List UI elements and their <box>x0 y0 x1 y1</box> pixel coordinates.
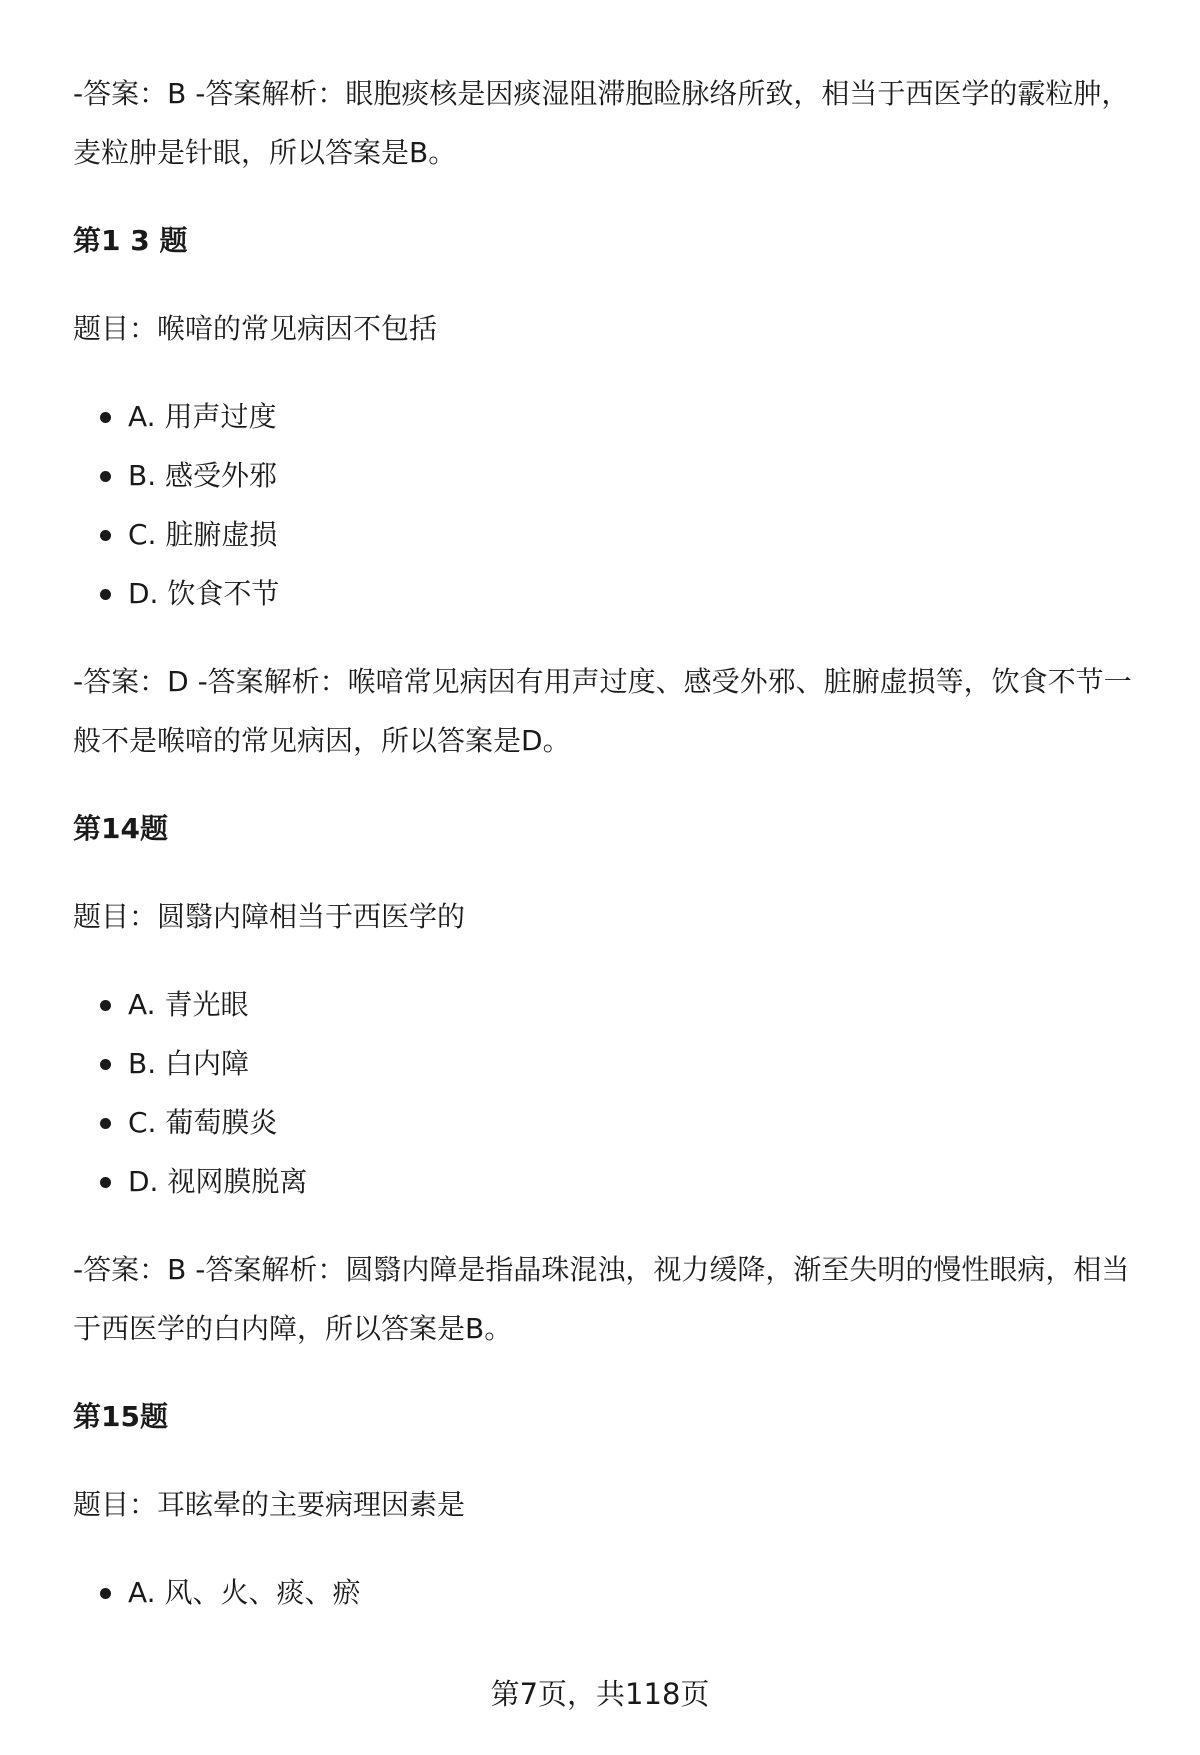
option-list <box>73 975 1153 1211</box>
bullet-icon <box>100 1588 111 1599</box>
question-heading: 第14题 <box>73 812 168 845</box>
bullet-icon <box>100 530 111 541</box>
question-heading: 第15题 <box>73 1400 168 1433</box>
bullet-icon <box>100 471 111 482</box>
option-c: C. 脏腑虚损 <box>73 505 1153 564</box>
option-a: A. 青光眼 <box>73 975 1153 1034</box>
question-text: 题目：喉喑的常见病因不包括 <box>73 312 438 345</box>
bullet-icon <box>100 1177 111 1188</box>
bullet-icon <box>100 1118 111 1129</box>
option-d: D. 饮食不节 <box>73 564 1153 623</box>
page-number: 第7页，共118页 <box>490 1677 710 1711</box>
option-d: D. 视网膜脱离 <box>73 1152 1153 1211</box>
question-13 <box>73 211 1153 770</box>
option-c: C. 葡萄膜炎 <box>73 1093 1153 1152</box>
question-text: 题目：耳眩晕的主要病理因素是 <box>73 1488 466 1521</box>
answer-explanation: -答案：D -答案解析：喉喑常见病因有用声过度、感受外邪、脏腑虚损等，饮食不节一般不是喉喑的常见病因，所以答案是D。 <box>73 665 1132 757</box>
option-a: A. 风、火、痰、瘀 <box>73 1563 1153 1622</box>
bullet-icon <box>100 412 111 423</box>
answer-explanation: -答案：B -答案解析：眼胞痰核是因痰湿阻滞胞睑脉络所致，相当于西医学的霰粒肿，麦粒肿是针眼，所以答案是B。 <box>73 77 1130 169</box>
question-text: 题目：圆翳内障相当于西医学的 <box>73 900 466 933</box>
bullet-icon <box>100 1000 111 1011</box>
bullet-icon <box>100 1059 111 1070</box>
option-b: B. 感受外邪 <box>73 446 1153 505</box>
question-14 <box>73 799 1153 1358</box>
option-list <box>73 387 1153 623</box>
question-15 <box>73 1387 1153 1622</box>
bullet-icon <box>100 589 111 600</box>
question-heading: 第1 3 题 <box>73 224 188 257</box>
option-a: A. 用声过度 <box>73 387 1153 446</box>
option-b: B. 白内障 <box>73 1034 1153 1093</box>
answer-explanation: -答案：B -答案解析：圆翳内障是指晶珠混浊，视力缓降，渐至失明的慢性眼病，相当于西医学的白内障，所以答案是B。 <box>73 1253 1130 1345</box>
option-list <box>73 1563 1153 1622</box>
page-content <box>73 64 1153 1651</box>
